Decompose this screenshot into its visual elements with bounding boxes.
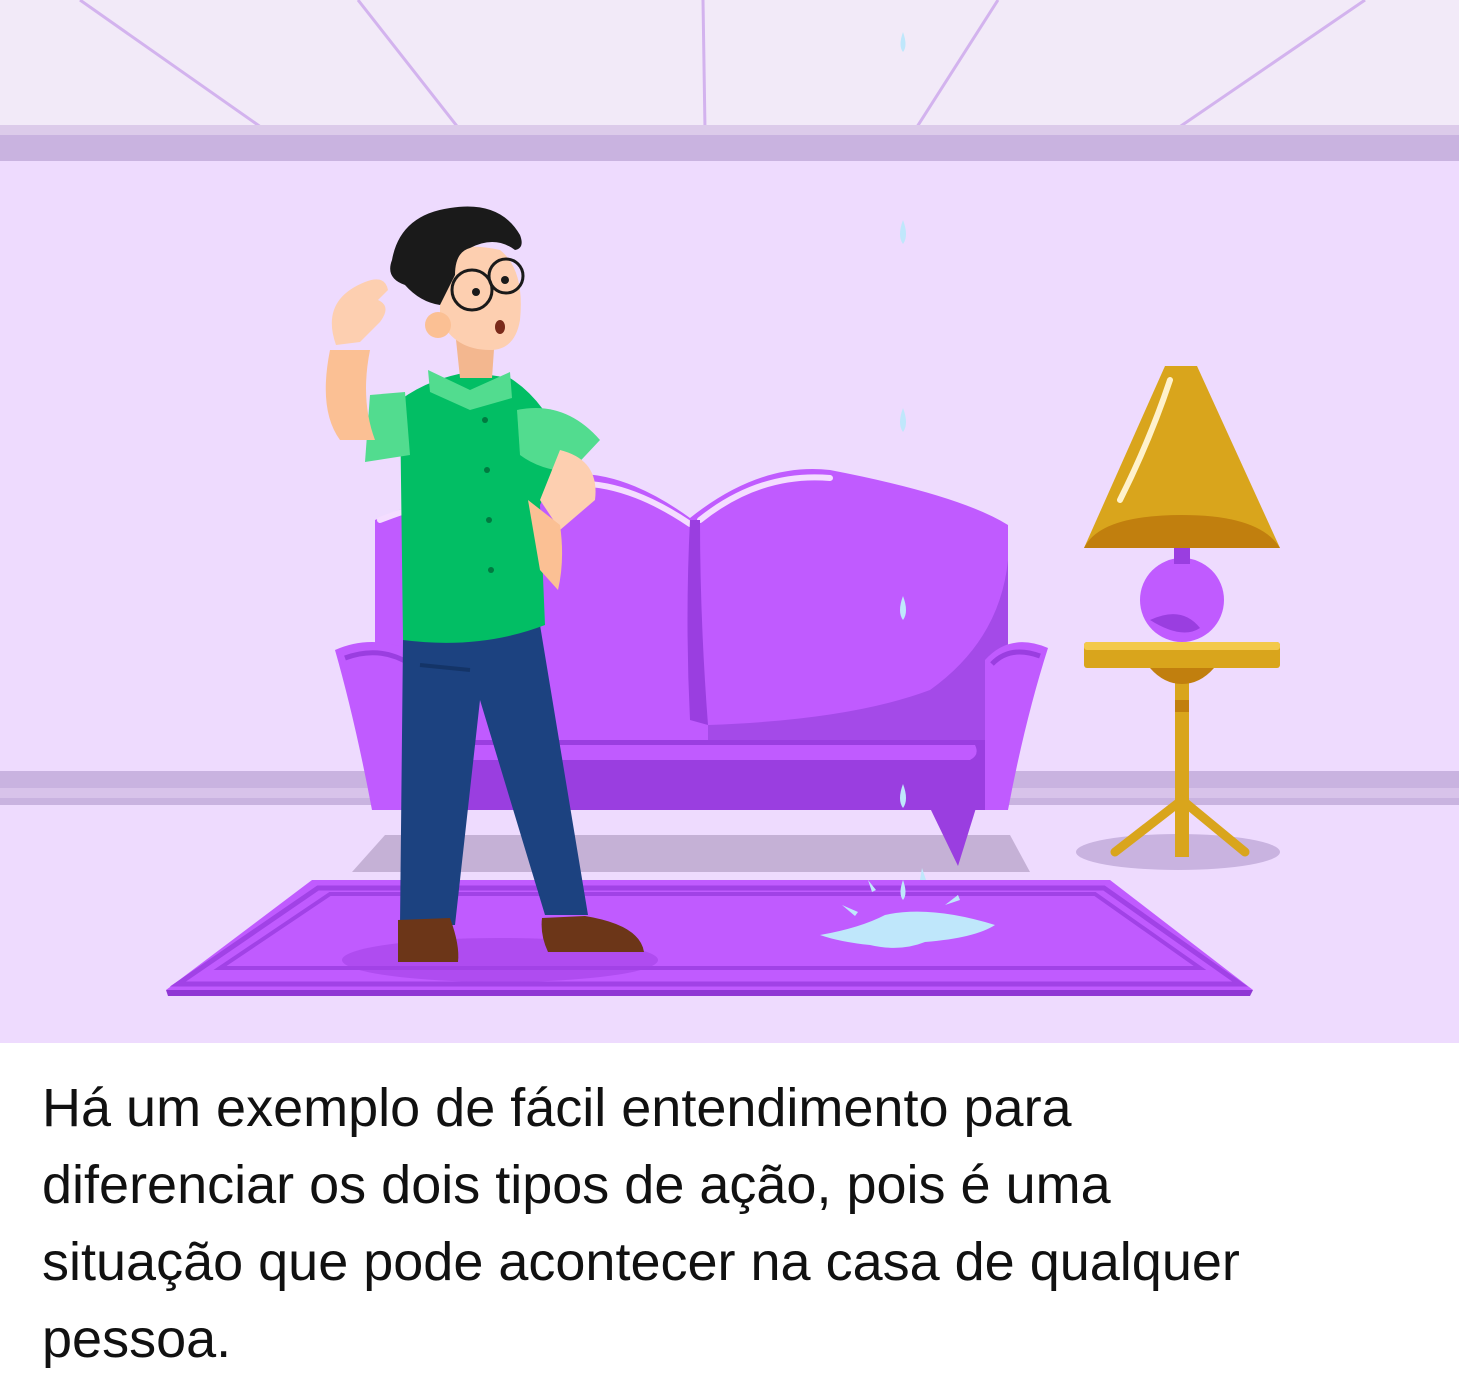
ceiling — [0, 0, 1459, 161]
caption-line: Há um exemplo de fácil entendimento para — [42, 1078, 1072, 1138]
caption-line: diferenciar os dois tipos de ação, pois é uma — [42, 1155, 1111, 1215]
rug — [166, 880, 1253, 996]
caption-line: pessoa. — [42, 1309, 232, 1369]
caption — [42, 1070, 1442, 1378]
caption-line: situação que pode acontecer na casa de qualquer — [42, 1232, 1240, 1292]
